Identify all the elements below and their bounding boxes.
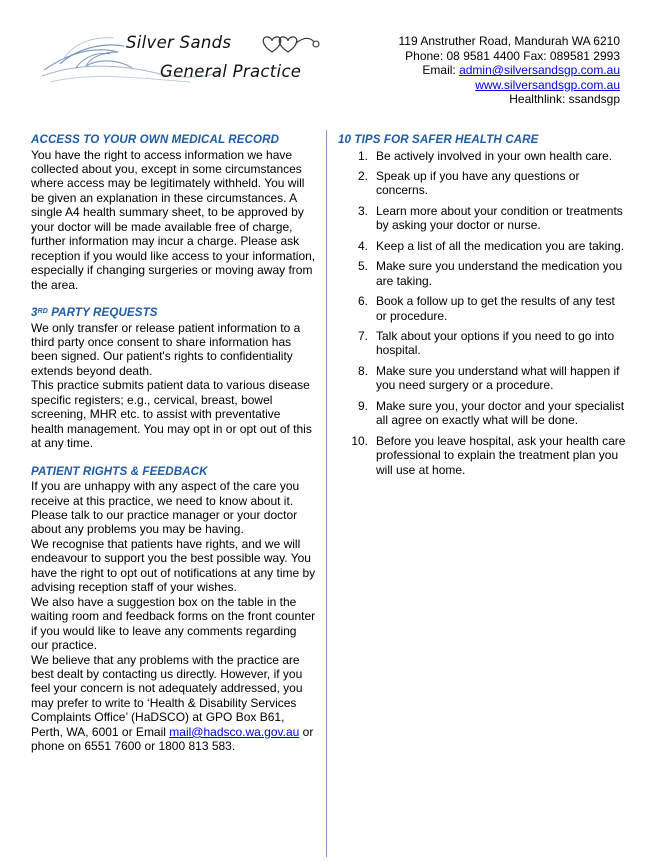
website-line	[399, 78, 620, 93]
phone-fax: Phone: 08 9581 4400 Fax: 089581 2993	[405, 48, 620, 63]
email-line	[399, 63, 620, 78]
address: 119 Anstruther Road, Mandurah WA 6210	[398, 34, 620, 48]
hadsco-email-link[interactable]: mail@hadsco.wa.gov.au	[169, 724, 300, 739]
email-label: Email:	[422, 63, 460, 78]
tip-item: 1. Be actively involved in your own health care.	[357, 148, 613, 163]
healthlink: Healthlink: ssandsgp	[509, 92, 620, 107]
rights-para-3: We also have a suggestion box on the table in the waiting room and feedback forms on the front counter if you would like to leave any comments regarding our practice.	[31, 594, 316, 653]
tip-item: 2. Speak up if you have any questions or concerns.	[357, 168, 580, 198]
rights-para-1: If you are unhappy with any aspect of the care you receive at this practice, we need to know about it. Please talk to our practice manager or your doctor about any problems you may be having.	[31, 479, 300, 537]
tip-item: 4. Keep a list of all the medication you are taking.	[357, 238, 625, 253]
third-party-para-1: We only transfer or release patient information to a third party once consent to share information has been signed. Our patient's rights to confidentiality extends beyond death.	[31, 320, 301, 378]
tips-list	[338, 149, 628, 478]
hearts-stethoscope-icon	[258, 34, 324, 56]
website-link[interactable]: www.silversandsgp.com.au	[475, 77, 620, 92]
practice-logo	[40, 22, 340, 92]
tip-item: 7. Talk about your options if you need to go into hospital.	[357, 329, 615, 358]
tip-item: 5. Make sure you understand the medication you are taking.	[357, 259, 623, 288]
access-heading: ACCESS TO YOUR OWN MEDICAL RECORD	[31, 133, 280, 146]
tips-heading: 10 TIPS FOR SAFER HEALTH CARE	[338, 133, 539, 146]
tip-item: 10. Before you leave hospital, ask your health care professional to explain the treatment plan you will use at home.	[351, 433, 626, 477]
rights-heading: PATIENT RIGHTS & FEEDBACK	[31, 464, 208, 478]
right-column	[338, 133, 628, 483]
column-divider	[326, 130, 327, 857]
brand-line-1: Silver Sands	[126, 33, 232, 52]
tip-item: 9. Make sure you, your doctor and your specialist all agree on exactly what will be done.	[357, 398, 625, 428]
email-link[interactable]: admin@silversandsgp.com.au	[459, 63, 620, 78]
tip-item: 8. Make sure you understand what will happen if you need surgery or a procedure.	[357, 363, 620, 393]
left-column	[31, 133, 316, 754]
tip-item: 6. Book a follow up to get the results of any test or procedure.	[357, 294, 615, 323]
third-party-para-2: This practice submits patient data to various disease specific registers; e.g., cervical, breast, bowel screening, MHR etc. to assist with preventative health management. You may opt in or opt out of this at any time.	[31, 378, 312, 451]
access-body: You have the right to access information we have collected about you, except in some circumstances where access may be legitimately withheld. You will be given an explanation in these circumstances. A single A4 health summary sheet, to be approved by your doctor will be made available free of charge, further information may incur a charge. Please ask reception if you would like access to your information, especially if changing surgeries or moving away from the area.	[31, 147, 316, 292]
contact-block	[399, 34, 620, 107]
tip-item: 3. Learn more about your condition or treatments by asking your doctor or nurse.	[357, 203, 623, 233]
brand-line-2: General Practice	[160, 62, 302, 81]
rights-para-2: We recognise that patients have rights, and we will endeavour to support you the best possible way. You have the right to opt out of notifications at any time by advising reception staff of your wishes.	[31, 536, 316, 595]
rights-para-4: We believe that any problems with the practice are best dealt by contacting us directly. However, if you feel your concern is not adequately addressed, you may prefer to write to ‘Health & Disability Services Complaints Office’ (HaDSCO) at GPO Box B61, Perth, WA, 6001 or Email mail@hadsco.wa.gov.au or phone on 6551 7600 or 1800 813 583.	[31, 652, 314, 754]
third-party-heading: 3RD PARTY REQUESTS	[31, 306, 158, 320]
